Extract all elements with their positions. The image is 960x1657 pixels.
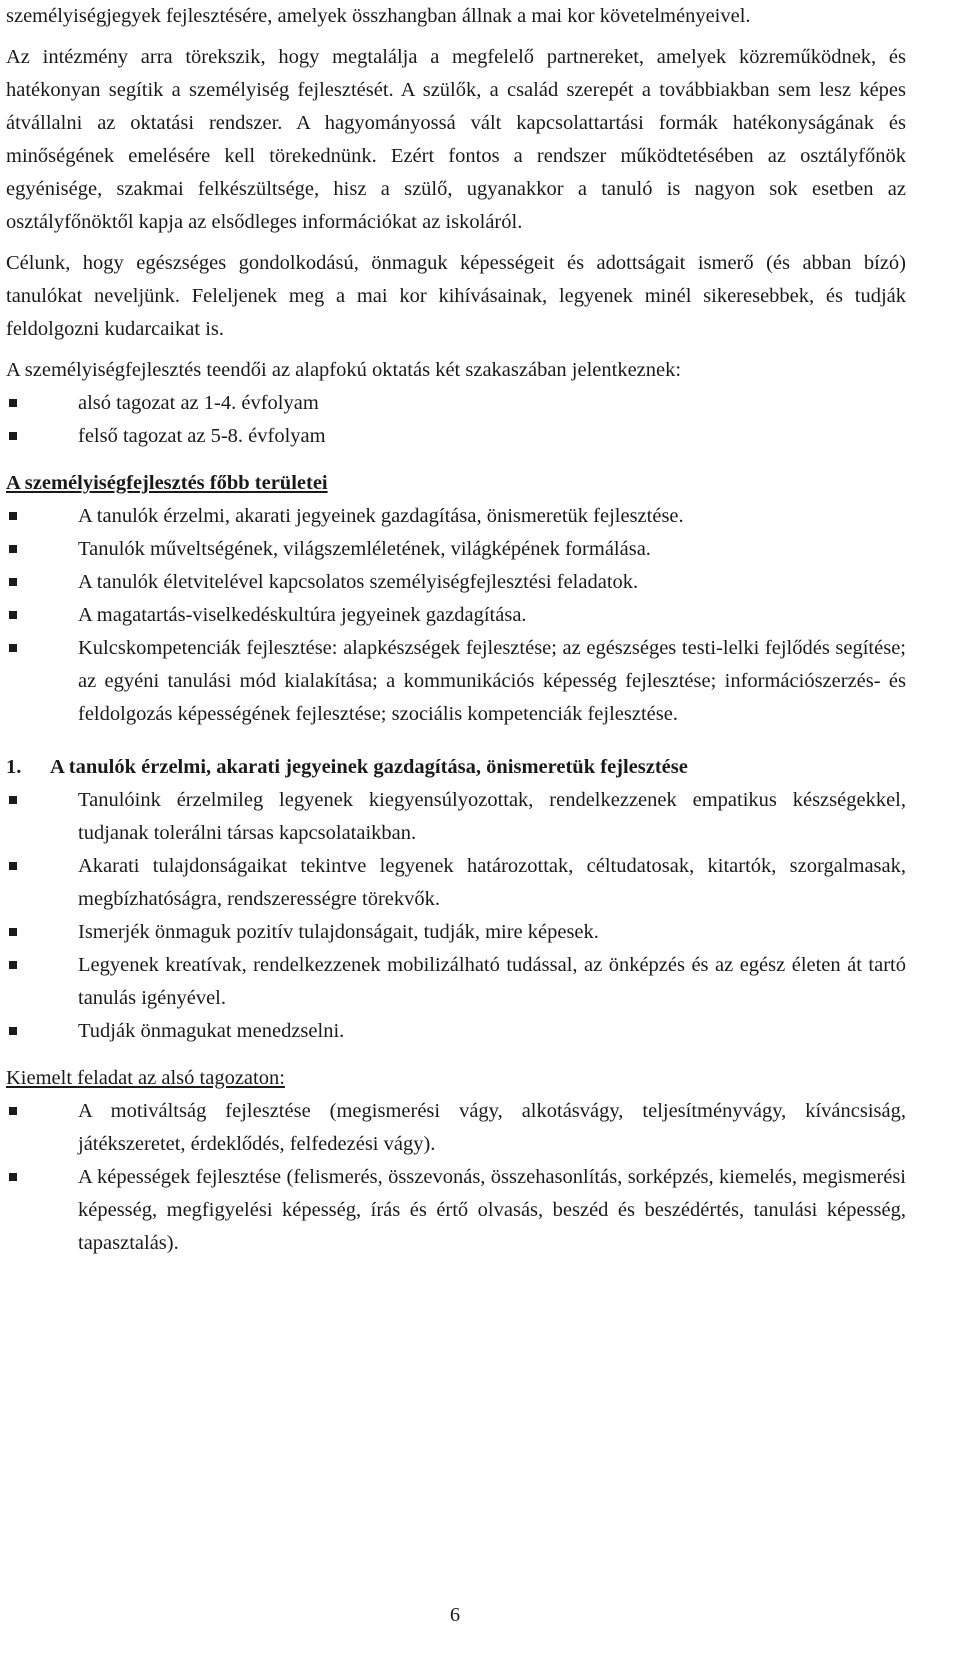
lower-school-list bbox=[6, 1095, 906, 1260]
paragraph-intro-continued: személyiségjegyek fejlesztésére, amelyek összhangban állnak a mai kor követelményeivel. bbox=[6, 5, 751, 27]
section-1-heading bbox=[6, 751, 906, 784]
page-number: 6 bbox=[449, 1604, 461, 1626]
areas-list bbox=[6, 500, 906, 731]
list-item: alsó tagozat az 1-4. évfolyam bbox=[6, 387, 906, 420]
list-item: Legyenek kreatívak, rendelkezzenek mobilizálható tudással, az önképzés és az egész életen át tartó tanulás igényével. bbox=[6, 949, 906, 1015]
list-item: Kulcskompetenciák fejlesztése: alapkészségek fejlesztése; az egészséges testi-lelki fejlődés segítése; az egyéni tanulási mód kialakítása; a kommunikációs képesség fejlesztése; információszerzés- és feldolgozás képességének fejlesztése; szociális kompetenciák fejlesztése. bbox=[6, 632, 906, 731]
list-item: Akarati tulajdonságaikat tekintve legyenek határozottak, céltudatosak, kitartók, szorgalmasak, megbízhatóságra, rendszerességre törekvők. bbox=[6, 850, 906, 916]
list-item: felső tagozat az 5-8. évfolyam bbox=[6, 420, 906, 453]
paragraph-stages-intro: A személyiségfejlesztés teendői az alapfokú oktatás két szakaszában jelentkeznek: bbox=[6, 359, 682, 381]
lower-school-heading: Kiemelt feladat az alsó tagozaton: bbox=[6, 1067, 285, 1089]
section-1-list bbox=[6, 784, 906, 1048]
areas-heading: A személyiségfejlesztés főbb területei bbox=[6, 472, 328, 494]
list-item: Tudják önmagukat menedzselni. bbox=[6, 1015, 906, 1048]
list-item: A képességek fejlesztése (felismerés, összevonás, összehasonlítás, sorképzés, kiemelés, megismerési képesség, megfigyelési képesség, írás és értő olvasás, beszéd és beszédértés, tanulási képesség, tapasztalás). bbox=[6, 1161, 906, 1260]
list-item: A tanulók érzelmi, akarati jegyeinek gazdagítása, önismeretük fejlesztése. bbox=[6, 500, 906, 533]
paragraph-goals: Célunk, hogy egészséges gondolkodású, önmaguk képességeit és adottságait ismerő (és abban bízó) tanulókat neveljünk. Feleljenek meg a mai kor kihívásainak, legyenek minél sikeresebbek, és tudják feldolgozni kudarcaikat is. bbox=[6, 252, 906, 340]
list-item: A motiváltság fejlesztése (megismerési vágy, alkotásvágy, teljesítményvágy, kíváncsiság, játékszeretet, érdeklődés, felfedezési vágy). bbox=[6, 1095, 906, 1161]
section-number: 1. bbox=[6, 756, 22, 778]
list-item: A magatartás-viselkedéskultúra jegyeinek gazdagítása. bbox=[6, 599, 906, 632]
list-item: A tanulók életvitelével kapcsolatos személyiségfejlesztési feladatok. bbox=[6, 566, 906, 599]
paragraph-partners: Az intézmény arra törekszik, hogy megtalálja a megfelelő partnereket, amelyek közreműködnek, és hatékonyan segítik a személyiség fejlesztését. A szülők, a család szerepét a továbbiakban sem lesz képes átvállalni az oktatási rendszer. A hagyományossá vált kapcsolattartási formák hatékonyságának és minőségének emelésére kell törekednünk. Ezért fontos a rendszer működtetésében az osztályfőnök egyénisége, szakmai felkészültsége, hisz a szülő, ugyanakkor a tanuló is nagyon sok esetben az osztályfőnöktől kapja az elsődleges információkat az iskoláról. bbox=[6, 46, 906, 233]
stages-list bbox=[6, 387, 906, 453]
list-item: Tanulók műveltségének, világszemléletének, világképének formálása. bbox=[6, 533, 906, 566]
document-page bbox=[6, 0, 906, 1260]
list-item: Ismerjék önmaguk pozitív tulajdonságait, tudják, mire képesek. bbox=[6, 916, 906, 949]
list-item: Tanulóink érzelmileg legyenek kiegyensúlyozottak, rendelkezzenek empatikus készségekkel, tudjanak tolerálni társas kapcsolataikban. bbox=[6, 784, 906, 850]
section-title: A tanulók érzelmi, akarati jegyeinek gazdagítása, önismeretük fejlesztése bbox=[50, 756, 688, 778]
